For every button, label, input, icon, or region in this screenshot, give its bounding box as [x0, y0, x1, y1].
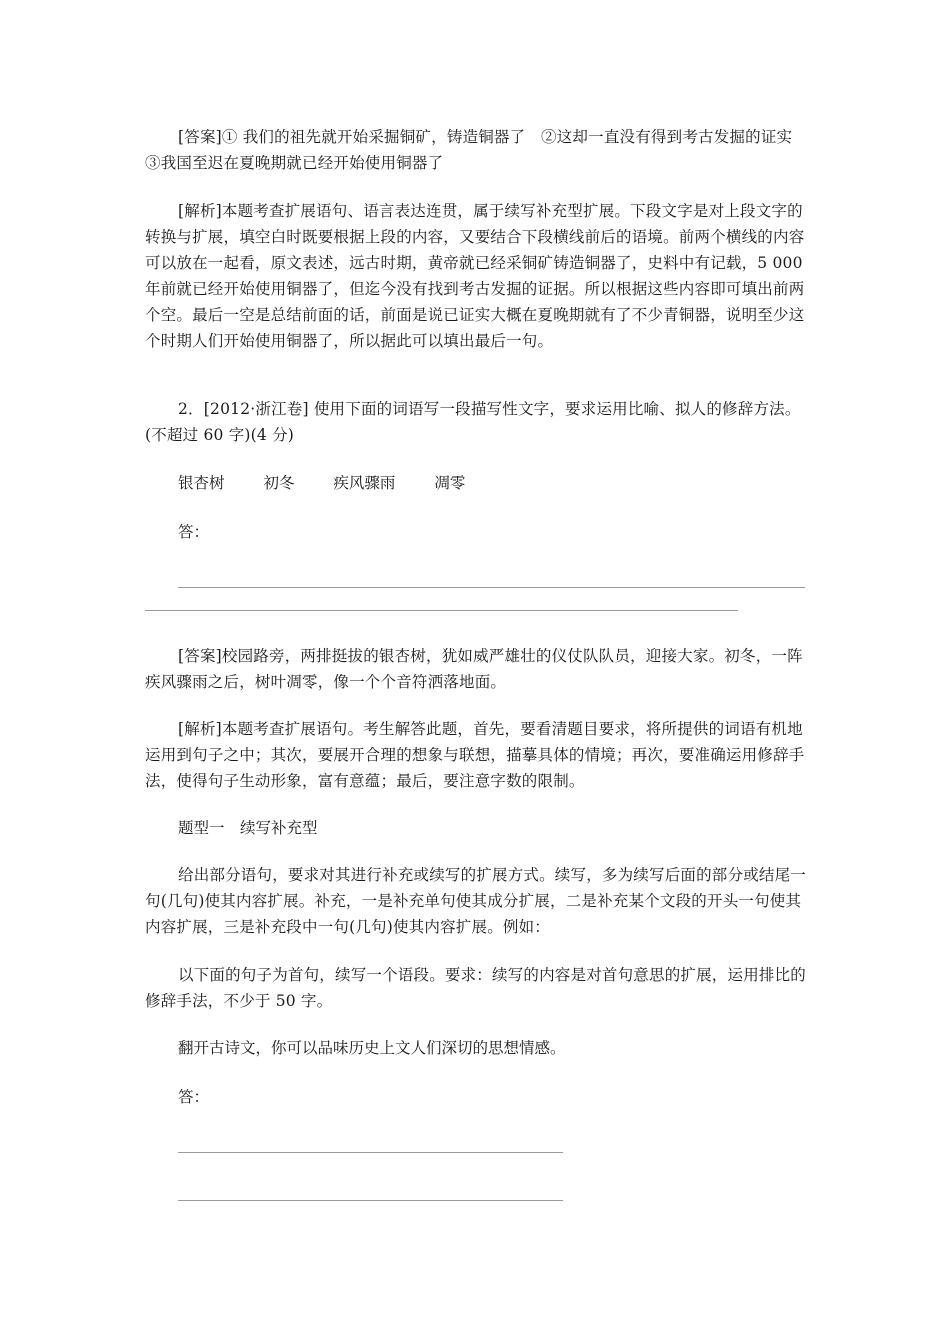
- word-item: 银杏树: [178, 474, 225, 492]
- answer-label: 答：: [178, 1088, 210, 1106]
- analysis-paragraph-2: [解析]本题考查扩展语句。考生解答此题，首先，要看清题目要求，将所提供的词语有机地运用到句子之中；其次，要展开合理的想象与联想，描摹具体的情境；再次，要准确运用修辞手法，使得句子生动形象，富有意蕴；最后，要注意字数的限制。: [145, 720, 805, 790]
- answer-blank-line: [145, 610, 738, 611]
- answer-paragraph-1: [答案]① 我们的祖先就开始采掘铜矿，铸造铜器了 ②这却一直没有得到考古发掘的证实 ③我国至迟在夏晚期就已经开始使用铜器了: [145, 128, 808, 172]
- answer-blank-line: [178, 1152, 563, 1153]
- type-description: 给出部分语句，要求对其进行补充或续写的扩展方式。续写，多为续写后面的部分或结尾一句(几句)使其内容扩展。补充，一是补充单句使其成分扩展，二是补充某个文段的开头一句使其内容扩展，三是补充段中一句(几句)使其内容扩展。例如：: [145, 866, 807, 936]
- word-item: 疾风骤雨: [333, 474, 396, 492]
- word-item: 初冬: [263, 474, 295, 492]
- question-2: 2．[2012·浙江卷] 使用下面的词语写一段描写性文字，要求运用比喻、拟人的修辞方法。(不超过 60 字)(4 分): [145, 400, 801, 444]
- answer-blank-line: [178, 587, 805, 588]
- example-sentence: 翻开古诗文，你可以品味历史上文人们深切的思想情感。: [178, 1039, 566, 1057]
- answer-blank-line: [178, 1200, 563, 1201]
- word-item: 凋零: [434, 474, 466, 492]
- word-list: [178, 470, 499, 496]
- section-heading: 题型一 续写补充型: [178, 819, 318, 837]
- example-task: 以下面的句子为首句，续写一个语段。要求：续写的内容是对首句意思的扩展，运用排比的修辞手法，不少于 50 字。: [145, 966, 807, 1010]
- analysis-paragraph-1: [解析]本题考查扩展语句、语言表达连贯，属于续写补充型扩展。下段文字是对上段文字的转换与扩展，填空白时既要根据上段的内容，又要结合下段横线前后的语境。前两个横线的内容可以放在一起看，原文表述，远古时期，黄帝就已经采铜矿铸造铜器了，史料中有记载，5 000 年前就已经开始使用铜器了，但迄今没有找到考古发掘的证据。所以根据这些内容即可填出前两个空。最后一空是总结前面的话，前面是说已证实大概在夏晚期就有了不少青铜器，说明至少这个时期人们开始使用铜器了，所以据此可以填出最后一句。: [145, 202, 805, 350]
- answer-label: 答：: [178, 523, 210, 541]
- answer-paragraph-2: [答案]校园路旁，两排挺拔的银杏树，犹如威严雄壮的仪仗队队员，迎接大家。初冬，一阵疾风骤雨之后，树叶凋零，像一个个音符洒落地面。: [145, 647, 803, 691]
